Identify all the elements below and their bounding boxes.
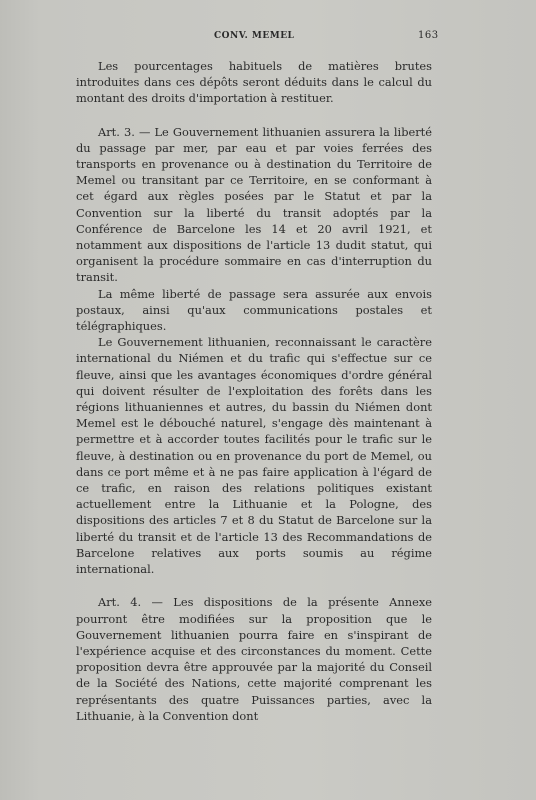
paragraph-article-3: Art. 3. — Le Gouvernement lithuanien assurera la liberté du passage par mer, par eau et par voies ferrées des transports en provenance ou à destination du Territoire de Memel ou transitant par ce Territoire, en se conformant à cet égard aux règles posées par le Statut et par la Convention sur la liberté du transit adoptés par la Conférence de Barcelone les 14 et 20 avril 1921, et notamment aux dispositions de l'article 13 dudit statut, qui organisent la procédure sommaire en cas d'interruption du transit. bbox=[76, 124, 432, 285]
paragraph-article-4: Art. 4. — Les dispositions de la présente Annexe pourront être modifiées sur la proposition que le Gouvernement lithuanien pourra faire en s'inspirant de l'expérience acquise et des circonstances du moment. Cette proposition devra être approuvée par la majorité du Conseil de la Société des Nations, cette majorité comprenant les représentants des quatre Puissances parties, avec la Lithuanie, à la Convention dont bbox=[76, 595, 432, 723]
body-text bbox=[76, 58, 432, 724]
running-head: CONV. MEMEL bbox=[214, 31, 295, 41]
page-header bbox=[0, 29, 536, 43]
paragraph-continuation: Les pourcentages habituels de matières brutes introduites dans ces dépôts seront déduits dans le calcul du montant des droits d'importation à restituer. bbox=[76, 59, 432, 106]
paragraph-niemen: Le Gouvernement lithuanien, reconnaissant le caractère international du Niémen et du trafic qui s'effectue sur ce fleuve, ainsi que les avantages économiques d'ordre général qui doivent résulter de l'exploitation des forêts dans les régions lithuaniennes et autres, du bassin du Niémen dont Memel est le débouché naturel, s'engage dès maintenant à permettre et à accorder toutes facilités pour le trafic sur le fleuve, à destination ou en provenance du port de Memel, ou dans ce port même et à ne pas faire application à l'égard de ce trafic, en raison des relations politiques existant actuellement entre la Lithuanie et la Pologne, des dispositions des articles 7 et 8 du Statut de Barcelone sur la liberté du transit et de l'article 13 des Recommandations de Barcelone relatives aux ports soumis au régime international. bbox=[76, 335, 432, 577]
page-number: 163 bbox=[418, 30, 439, 41]
paragraph-postal: La même liberté de passage sera assurée aux envois postaux, ainsi qu'aux communications postales et télégraphiques. bbox=[76, 286, 432, 334]
